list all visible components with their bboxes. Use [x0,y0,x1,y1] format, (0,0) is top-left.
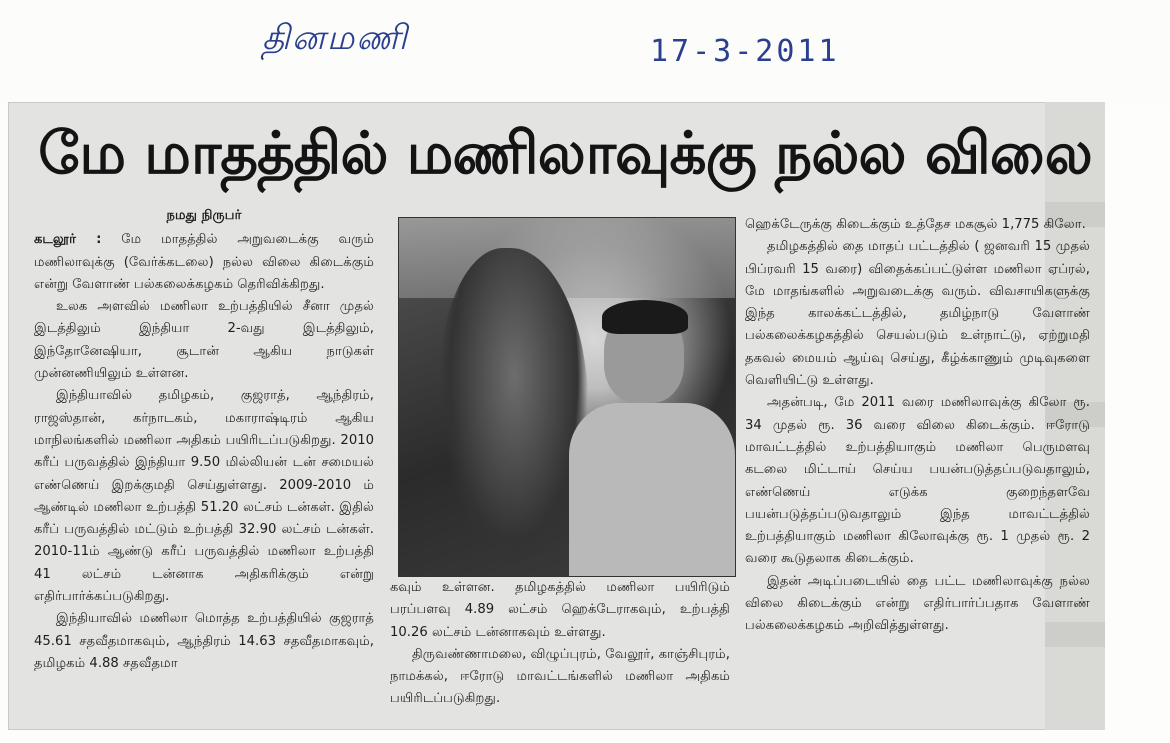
article-column-1 [34,205,374,725]
photo-farmer-shirt [569,403,735,576]
column1-paragraph-4: இந்தியாவில் மணிலா மொத்த உற்பத்தியில் குஜராத் 45.61 சதவீதமாகவும், ஆந்திரம் 14.63 சதவீதமாகவும், தமிழகம் 4.88 சதவீதமா [34,611,374,671]
column2-paragraph-1: கவும் உள்ளன. தமிழகத்தில் மணிலா பயிரிடும் பரப்பளவு 4.89 லட்சம் ஹெக்டேராகவும், உற்பத்தி 10.26 லட்சம் டன்னாகவும் உள்ளது. [390,580,730,640]
column3-paragraph-4: இதன் அடிப்படையில் தை பட்ட மணிலாவுக்கு நல்ல விலை கிடைக்கும் என்று எதிர்பார்ப்பதாக வேளாண் பல்கலைக்கழகம் அறிவித்துள்ளது. [745,573,1090,634]
article-photo [398,217,736,577]
article-column-2 [390,577,730,717]
photo-background [399,218,735,298]
column3-paragraph-1: ஹெக்டேருக்கு கிடைக்கும் உத்தேச மகசூல் 1,775 கிலோ. [745,217,1086,232]
column3-paragraph-2: தமிழகத்தில் தை மாதப் பட்டத்தில் ( ஜனவரி 15 முதல் பிப்ரவரி 15 வரை) விதைக்கப்பட்டுள்ள மணிலா ஏப்ரல், மே மாதங்களில் அறுவடைக்கு வரும். விவசாயிகளுக்கு இந்த காலக்கட்டத்தில், தமிழ்நாடு வேளாண் பல்கலைக்கழகத்தில் செயல்படும் உள்நாட்டு, ஏற்றுமதி தகவல் மையம் ஆய்வு செய்து, கீழ்க்காணும் முடிவுகளை வெளியிட்டு உள்ளது. [745,239,1090,389]
handwritten-date: 17-3-2011 [650,34,840,69]
article-column-3 [745,214,1090,724]
column1-paragraph-1 [34,229,374,296]
column2-paragraph-2: திருவண்ணாமலை, விழுப்புரம், வேலூர், காஞ்சிபுரம், நாமக்கல், ஈரோடு மாவட்டங்களில் மணிலா அதிகம் பயிரிடப்படுகிறது. [390,646,730,707]
article-headline: மே மாதத்தில் மணிலாவுக்கு நல்ல விலை [38,119,1092,187]
photo-farmer-hair [602,300,688,334]
newspaper-masthead: தினமணி [262,18,409,58]
column1-paragraph-1-text: மே மாதத்தில் அறுவடைக்கு வரும் மணிலாவுக்கு (வேர்க்கடலை) நல்ல விலை கிடைக்கும் என்று வேளாண் பல்கலைக்கழகம் தெரிவிக்கிறது. [34,232,374,292]
column1-paragraph-2: உலக அளவில் மணிலா உற்பத்தியில் சீனா முதல் இடத்திலும் இந்தியா 2-வது இடத்திலும், இந்தோனேஷியா, சூடான் ஆகிய நாடுகள் முன்னணியிலும் உள்ளன. [34,299,374,382]
column3-paragraph-3: அதன்படி, மே 2011 வரை மணிலாவுக்கு கிலோ ரூ. 34 முதல் ரூ. 36 வரை விலை கிடைக்கும். ஈரோடு மாவட்டத்தில் உற்பத்தியாகும் மணிலா பெருமளவு கடலை மிட்டாய் செய்ய பயன்படுத்தப்படுவதாலும், எண்ணெய் எடுக்க குறைந்தளவே பயன்படுத்தப்படுவதாலும் இந்த மாவட்டத்தில் உற்பத்தியாகும் மணிலா கிலோவுக்கு ரூ. 1 முதல் ரூ. 2 வரை கூடுதலாக கிடைக்கும். [745,395,1090,567]
column1-paragraph-3: இந்தியாவில் தமிழகம், குஜராத், ஆந்திரம், ராஜஸ்தான், கர்நாடகம், மகாராஷ்டிரம் ஆகிய மாநிலங்களில் மணிலா அதிகம் பயிரிடப்படுகிறது. 2010 கரீப் பருவத்தில் இந்தியா 9.50 மில்லியன் டன் சமையல் எண்ணெய் இறக்குமதி செய்துள்ளது. 2009-2010 ம் ஆண்டில் மணிலா உற்பத்தி 51.20 லட்சம் டன்கள். இதில் கரீப் பருவத்தில் மட்டும் உற்பத்தி 32.90 லட்சம் டன்கள். 2010-11ம் ஆண்டு கரீப் பருவத்தில் மணிலா உற்பத்தி 41 லட்சம் டன்னாக அதிகரிக்கும் என்று எதிர்பார்க்கப்படுகிறது. [34,388,374,605]
scan-header [0,0,1170,105]
byline: நமது நிருபர் [166,208,242,223]
dateline-place: கடலூர் : [34,232,102,248]
